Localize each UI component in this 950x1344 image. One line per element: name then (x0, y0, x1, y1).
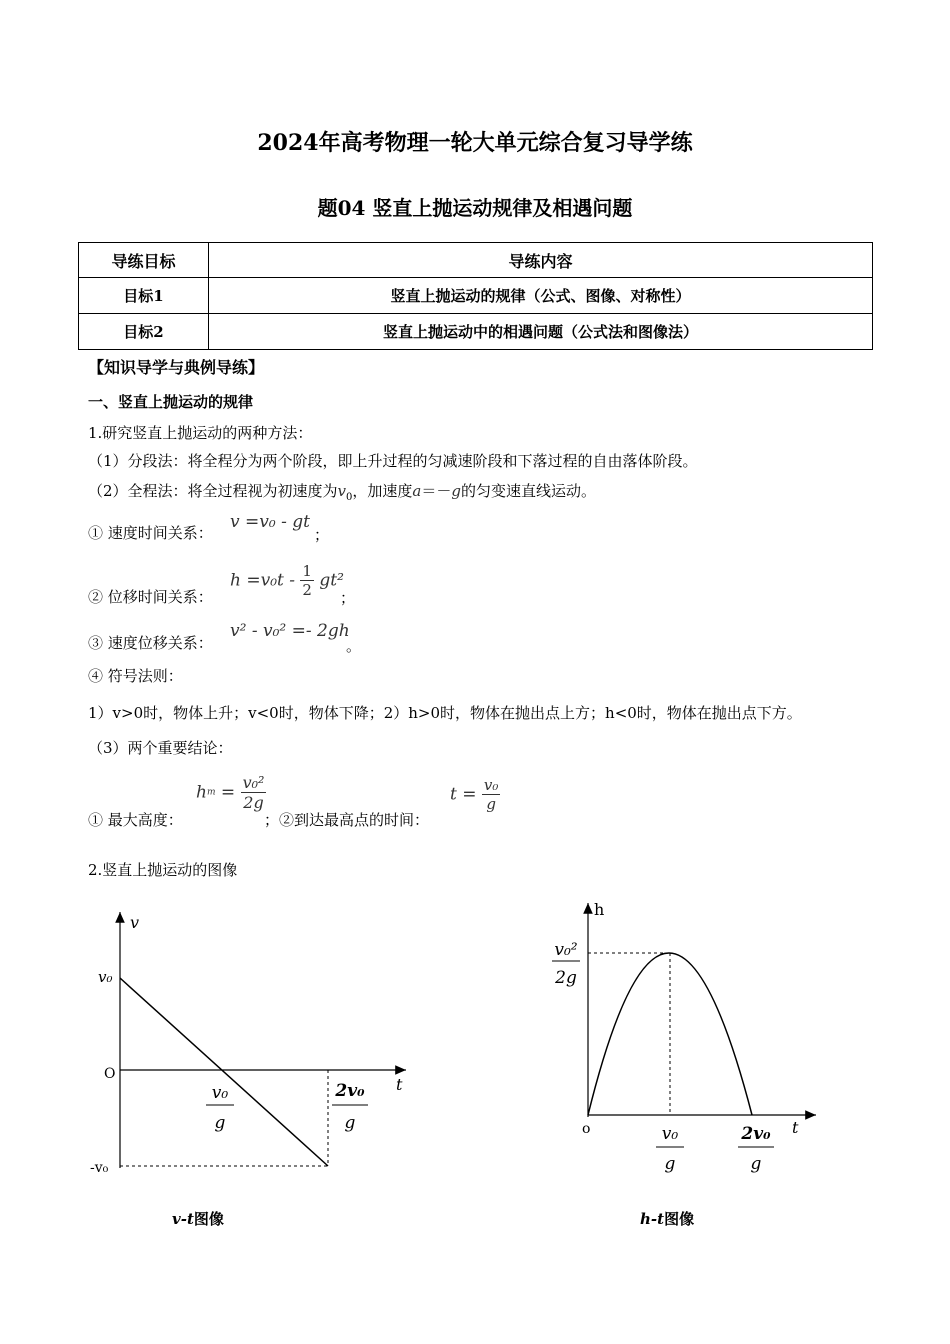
goal-target-cell: 目标1 (79, 278, 209, 314)
ht-tick2-num: 2v₀ (741, 1124, 771, 1144)
max-height-label: ① 最大高度： (88, 811, 183, 829)
goal-table (78, 242, 873, 350)
ht-tick1-num: v₀ (661, 1124, 679, 1144)
document-subtitle: 题04 竖直上抛运动规律及相遇问题 (317, 196, 633, 220)
vt-v0-label: v₀ (98, 968, 113, 986)
displacement-time-formula: h =v₀t - $\frac{1}{2}$ gt² (230, 562, 344, 599)
max-height-formula: hm = $\frac{\text{v₀²}}{2g}$ (196, 773, 265, 812)
vt-neg-v0-label: -v₀ (90, 1160, 109, 1176)
goal-table-header-row (79, 243, 873, 278)
vt-tick1-den: g (214, 1113, 226, 1133)
ht-graph (540, 895, 830, 1180)
semicolon: ； (340, 589, 356, 607)
method-item-2: （2）全程法：将全过程视为初速度为$v_0$，加速度a＝－g的匀变速直线运动。 (88, 482, 597, 503)
time-to-top-label: ；②到达最高点的时间： (264, 811, 430, 829)
velocity-time-formula: v =v₀ - gt (230, 512, 310, 532)
vt-tick1-num: v₀ (211, 1083, 229, 1103)
sign-rule: 1）v>0时，物体上升；v<0时，物体下降；2）h>0时，物体在抛出点上方；h<0时，物体在抛出点下方。 (88, 704, 802, 722)
goal-table-row (79, 278, 873, 314)
time-to-top-formula: t = $\frac{\text{v₀}}{g}$ (450, 776, 499, 813)
goal-table-row (79, 314, 873, 350)
ht-peak-num: v₀² (554, 940, 578, 960)
methods-heading: 1.研究竖直上抛运动的两种方法： (88, 424, 313, 442)
goal-target-cell: 目标2 (79, 314, 209, 350)
method-item-1: （1）分段法：将全程分为两个阶段，即上升过程的匀减速阶段和下落过程的自由落体阶段。 (88, 452, 698, 470)
vt-origin-label: O (104, 1066, 116, 1082)
ht-caption: h-t图像 (640, 1210, 695, 1228)
ht-y-label: h (594, 900, 605, 919)
vt-x-label: t (396, 1075, 403, 1094)
relation-2-label: ② 位移时间关系： (88, 588, 213, 606)
relation-1-label: ① 速度时间关系： (88, 524, 213, 542)
goal-content-cell: 竖直上抛运动的规律（公式、图像、对称性） (209, 278, 873, 314)
document-title: 2024年高考物理一轮大单元综合复习导学练 (257, 130, 693, 156)
goal-table-header-content: 导练内容 (209, 243, 873, 278)
ht-origin-label: o (582, 1121, 591, 1137)
section1-heading: 一、竖直上抛运动的规律 (88, 393, 254, 411)
relation-4-label: ④ 符号法则： (88, 667, 183, 685)
period: 。 (346, 637, 362, 655)
conclusions-heading: （3）两个重要结论： (88, 739, 233, 757)
ht-peak-den: 2g (555, 968, 577, 988)
ht-tick1-den: g (664, 1154, 676, 1174)
ht-tick2-den: g (750, 1154, 762, 1174)
vt-tick2-den: g (344, 1113, 356, 1133)
semicolon: ； (314, 526, 330, 544)
goal-content-cell: 竖直上抛运动中的相遇问题（公式法和图像法） (209, 314, 873, 350)
graphs-heading: 2.竖直上抛运动的图像 (88, 861, 238, 879)
velocity-displacement-formula: v² - v₀² =- 2gh (230, 621, 350, 641)
vt-tick2-num: 2v₀ (335, 1081, 365, 1101)
section-banner: 【知识导学与典例导练】 (88, 358, 265, 377)
vt-y-label: v (130, 913, 140, 932)
vt-caption: v-t图像 (172, 1210, 224, 1228)
vt-velocity-line (120, 978, 328, 1166)
vt-graph (80, 900, 430, 1200)
relation-3-label: ③ 速度位移关系： (88, 634, 213, 652)
ht-x-label: t (792, 1118, 799, 1137)
goal-table-header-target: 导练目标 (79, 243, 209, 278)
